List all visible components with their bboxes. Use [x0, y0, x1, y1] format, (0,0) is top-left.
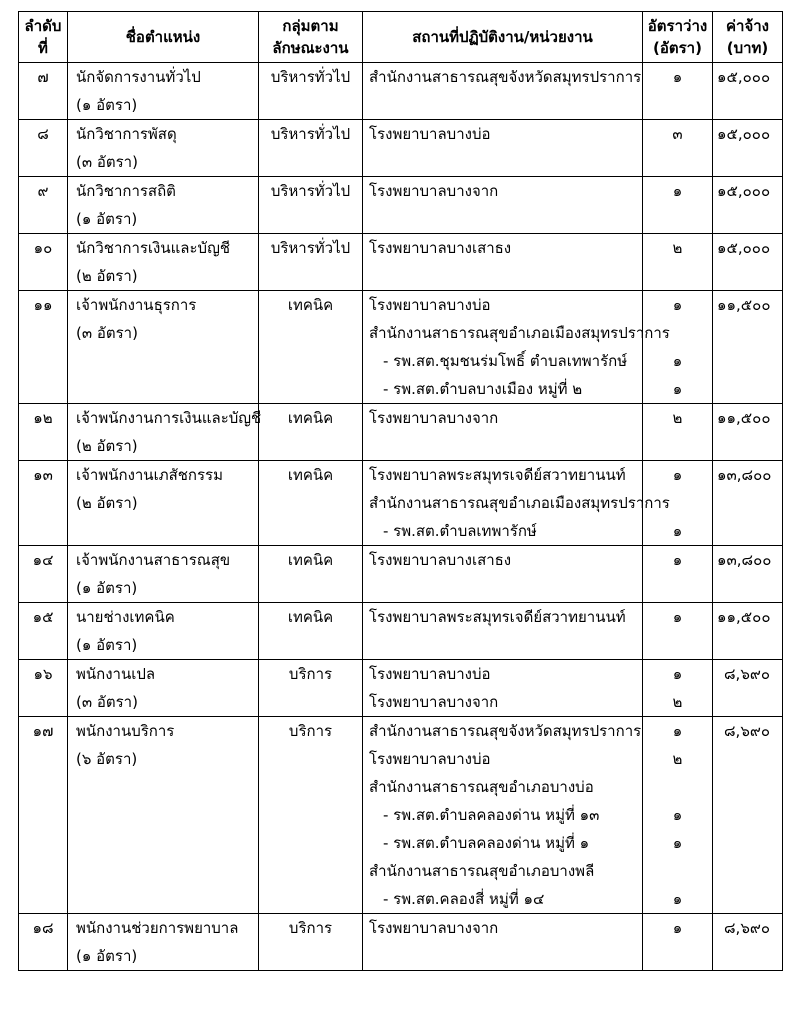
row-number-cell [19, 177, 68, 234]
location-cell [363, 461, 670, 546]
vacancy-cell [643, 660, 713, 717]
wage-cell [713, 63, 783, 120]
wage-amount: ๑๓,๘๐๐ [717, 466, 772, 484]
vacancy-count: ๑ [672, 466, 683, 484]
table-row [19, 914, 783, 971]
group-cell [259, 660, 363, 717]
location-line: สำนักงานสาธารณสุขจังหวัดสมุทรปราการ [369, 68, 642, 86]
location-line: สำนักงานสาธารณสุขอำเภอเมืองสมุทรปราการ [369, 324, 670, 342]
wage-cell [713, 177, 783, 234]
location-line: - รพ.สต.ตำบลบางเมือง หมู่ที่ ๒ [383, 380, 583, 398]
location-line: - รพ.สต.ตำบลเทพารักษ์ [383, 522, 537, 540]
wage-cell [713, 717, 783, 914]
wage-amount: ๘,๖๙๐ [723, 919, 770, 937]
header-position: ชื่อตำแหน่ง [68, 12, 259, 63]
position-cell [68, 404, 262, 461]
job-group: บริการ [288, 722, 333, 740]
position-count: (๓ อัตรา) [76, 693, 138, 711]
table-row [19, 234, 783, 291]
header-wage: ค่าจ้าง (บาท) [713, 12, 783, 63]
position-count: (๒ อัตรา) [76, 494, 138, 512]
position-cell [68, 603, 259, 660]
row-number: ๑๑ [33, 296, 53, 314]
row-number-cell [19, 660, 68, 717]
location-cell [363, 404, 643, 461]
row-number: ๑๔ [32, 551, 54, 569]
location-line: โรงพยาบาลบางจาก [369, 409, 499, 427]
wage-amount: ๑๕,๐๐๐ [717, 125, 771, 143]
wage-cell [713, 291, 783, 404]
position-count: (๒ อัตรา) [76, 267, 138, 285]
group-cell [259, 177, 363, 234]
wage-cell [713, 461, 783, 546]
location-line: สำนักงานสาธารณสุขอำเภอเมืองสมุทรปราการ [369, 494, 670, 512]
row-number: ๑๐ [33, 239, 53, 257]
group-cell [259, 603, 363, 660]
job-group: บริหารทั่วไป [270, 68, 351, 86]
position-cell [68, 63, 259, 120]
position-count: (๓ อัตรา) [76, 153, 138, 171]
group-cell [259, 63, 363, 120]
row-number: ๑๖ [33, 665, 53, 683]
row-number-cell [19, 404, 68, 461]
position-title: พนักงานบริการ [76, 722, 175, 740]
table-header [19, 12, 783, 63]
location-cell [363, 120, 643, 177]
position-cell [68, 914, 259, 971]
wage-amount: ๑๕,๐๐๐ [717, 68, 771, 86]
location-line: โรงพยาบาลพระสมุทรเจดีย์สวาทยานนท์ [369, 466, 626, 484]
wage-cell [713, 660, 783, 717]
wage-cell [713, 234, 783, 291]
job-group: บริหารทั่วไป [270, 182, 351, 200]
position-count: (๑ อัตรา) [76, 636, 138, 654]
vacancy-cell [643, 546, 713, 603]
job-group: เทคนิค [287, 608, 334, 626]
location-cell [363, 546, 643, 603]
row-number: ๙ [37, 182, 49, 200]
position-count: (๖ อัตรา) [76, 750, 138, 768]
location-line: โรงพยาบาลบางบ่อ [369, 125, 491, 143]
vacancy-cell [643, 291, 713, 404]
position-count: (๑ อัตรา) [76, 210, 138, 228]
vacancy-cell [643, 177, 713, 234]
position-title: เจ้าพนักงานสาธารณสุข [76, 551, 231, 569]
location-cell [363, 234, 643, 291]
group-cell [259, 120, 363, 177]
position-cell [68, 461, 259, 546]
position-title: นายช่างเทคนิค [76, 608, 175, 626]
location-line: สำนักงานสาธารณสุขอำเภอบางพลี [369, 862, 595, 880]
job-group: เทคนิค [287, 551, 334, 569]
row-number-cell [19, 291, 68, 404]
wage-cell [713, 546, 783, 603]
table-row [19, 461, 783, 546]
wage-amount: ๑๕,๐๐๐ [717, 239, 771, 257]
location-line: โรงพยาบาลบางจาก [369, 693, 499, 711]
vacancy-count: ๑ [672, 380, 683, 398]
job-group: บริหารทั่วไป [270, 239, 351, 257]
vacancy-count: ๑ [672, 608, 683, 626]
position-count: (๑ อัตรา) [76, 579, 138, 597]
header-location: สถานที่ปฏิบัติงาน/หน่วยงาน [363, 12, 643, 63]
row-number-cell [19, 461, 68, 546]
row-number: ๑๘ [32, 919, 54, 937]
vacancy-count: ๑ [672, 182, 683, 200]
wage-amount: ๑๑,๕๐๐ [717, 608, 771, 626]
position-cell [68, 291, 259, 404]
vacancy-count: ๑ [672, 834, 683, 852]
location-line: - รพ.สต.ชุมชนร่มโพธิ์ ตำบลเทพารักษ์ [383, 352, 628, 370]
vacancy-count: ๑ [672, 722, 683, 740]
table-row [19, 660, 783, 717]
position-title: เจ้าพนักงานการเงินและบัญชี [76, 409, 262, 427]
wage-amount: ๑๕,๐๐๐ [717, 182, 771, 200]
row-number: ๗ [37, 68, 49, 86]
position-title: นักวิชาการเงินและบัญชี [76, 239, 231, 257]
vacancy-cell [643, 63, 713, 120]
row-number: ๑๓ [33, 466, 53, 484]
job-group: เทคนิค [287, 409, 334, 427]
vacancy-count: ๑ [672, 919, 683, 937]
vacancy-count [647, 857, 708, 885]
wage-cell [713, 120, 783, 177]
vacancy-count: ๒ [672, 409, 683, 427]
row-number: ๑๒ [33, 409, 53, 427]
group-cell [259, 546, 363, 603]
location-cell [363, 717, 643, 914]
location-line: โรงพยาบาลบางจาก [369, 919, 499, 937]
location-cell [363, 603, 643, 660]
position-title: พนักงานเปล [76, 665, 156, 683]
location-line: - รพ.สต.คลองสี่ หมู่ที่ ๑๔ [383, 890, 545, 908]
vacancy-count: ๑ [672, 68, 683, 86]
vacancy-count: ๒ [672, 693, 683, 711]
vacancy-count: ๓ [672, 125, 683, 143]
position-count: (๓ อัตรา) [76, 324, 138, 342]
vacancy-cell [643, 603, 713, 660]
location-cell [363, 914, 643, 971]
row-number-cell [19, 63, 68, 120]
vacancy-count: ๑ [672, 806, 683, 824]
location-line: โรงพยาบาลบางจาก [369, 182, 499, 200]
document-page [18, 11, 783, 971]
position-cell [68, 717, 259, 914]
table-row [19, 291, 783, 404]
row-number-cell [19, 546, 68, 603]
vacancy-cell [643, 717, 713, 914]
wage-cell [713, 914, 783, 971]
position-count: (๑ อัตรา) [76, 947, 138, 965]
table-row [19, 177, 783, 234]
job-group: เทคนิค [287, 296, 334, 314]
location-line: สำนักงานสาธารณสุขอำเภอบางบ่อ [369, 778, 594, 796]
vacancy-count: ๒ [672, 239, 683, 257]
wage-amount: ๘,๖๙๐ [723, 722, 770, 740]
location-line: โรงพยาบาลบางบ่อ [369, 296, 491, 314]
header-group: กลุ่มตาม ลักษณะงาน [259, 12, 363, 63]
location-line: - รพ.สต.ตำบลคลองด่าน หมู่ที่ ๑ [383, 834, 590, 852]
header-no: ลำดับ ที่ [19, 12, 68, 63]
position-title: เจ้าพนักงานเภสัชกรรม [76, 466, 223, 484]
row-number: ๑๕ [32, 608, 54, 626]
row-number: ๑๗ [32, 722, 54, 740]
vacancy-count: ๑ [672, 352, 683, 370]
position-title: นักวิชาการสถิติ [76, 182, 176, 200]
location-line: โรงพยาบาลพระสมุทรเจดีย์สวาทยานนท์ [369, 608, 626, 626]
row-number-cell [19, 914, 68, 971]
position-count: (๒ อัตรา) [76, 437, 138, 455]
location-line: โรงพยาบาลบางเสาธง [369, 551, 512, 569]
vacancy-cell [643, 914, 713, 971]
position-cell [68, 120, 259, 177]
vacancy-count: ๑ [672, 296, 683, 314]
vacancy-count [647, 773, 708, 801]
wage-cell [713, 603, 783, 660]
wage-amount: ๑๑,๕๐๐ [717, 296, 771, 314]
row-number-cell [19, 234, 68, 291]
group-cell [259, 461, 363, 546]
position-cell [68, 177, 259, 234]
vacancy-cell [643, 120, 713, 177]
location-cell [363, 291, 670, 404]
table-row [19, 603, 783, 660]
vacancy-count: ๒ [672, 750, 683, 768]
job-group: บริการ [288, 919, 333, 937]
job-vacancy-table [18, 11, 783, 971]
row-number-cell [19, 120, 68, 177]
position-title: นักจัดการงานทั่วไป [76, 68, 201, 86]
wage-cell [713, 404, 783, 461]
table-row [19, 120, 783, 177]
group-cell [259, 914, 363, 971]
wage-amount: ๑๓,๘๐๐ [717, 551, 772, 569]
position-count: (๑ อัตรา) [76, 96, 138, 114]
row-number-cell [19, 717, 68, 914]
position-cell [68, 546, 259, 603]
job-group: บริหารทั่วไป [270, 125, 351, 143]
group-cell [259, 717, 363, 914]
position-title: นักวิชาการพัสดุ [76, 125, 177, 143]
vacancy-count: ๑ [672, 551, 683, 569]
vacancy-count: ๑ [672, 665, 683, 683]
job-group: เทคนิค [287, 466, 334, 484]
group-cell [259, 404, 363, 461]
vacancy-cell [643, 404, 713, 461]
position-cell [68, 660, 259, 717]
position-title: พนักงานช่วยการพยาบาล [76, 919, 239, 937]
vacancy-cell [643, 234, 713, 291]
location-line: โรงพยาบาลบางเสาธง [369, 239, 512, 257]
location-line: - รพ.สต.ตำบลคลองด่าน หมู่ที่ ๑๓ [383, 806, 600, 824]
group-cell [259, 234, 363, 291]
row-number-cell [19, 603, 68, 660]
position-title: เจ้าพนักงานธุรการ [76, 296, 197, 314]
table-row [19, 63, 783, 120]
header-row [19, 12, 783, 63]
location-cell [363, 63, 643, 120]
vacancy-count: ๑ [672, 890, 683, 908]
row-number: ๘ [37, 125, 49, 143]
location-cell [363, 177, 643, 234]
table-body [19, 63, 783, 971]
table-row [19, 546, 783, 603]
vacancy-count: ๑ [672, 522, 683, 540]
table-row [19, 404, 783, 461]
table-row [19, 717, 783, 914]
position-cell [68, 234, 259, 291]
wage-amount: ๘,๖๙๐ [723, 665, 770, 683]
location-cell [363, 660, 643, 717]
location-line: โรงพยาบาลบางบ่อ [369, 750, 491, 768]
location-line: สำนักงานสาธารณสุขจังหวัดสมุทรปราการ [369, 722, 642, 740]
location-line: โรงพยาบาลบางบ่อ [369, 665, 491, 683]
header-vacancy: อัตราว่าง (อัตรา) [643, 12, 713, 63]
group-cell [259, 291, 363, 404]
job-group: บริการ [288, 665, 333, 683]
wage-amount: ๑๑,๕๐๐ [717, 409, 771, 427]
